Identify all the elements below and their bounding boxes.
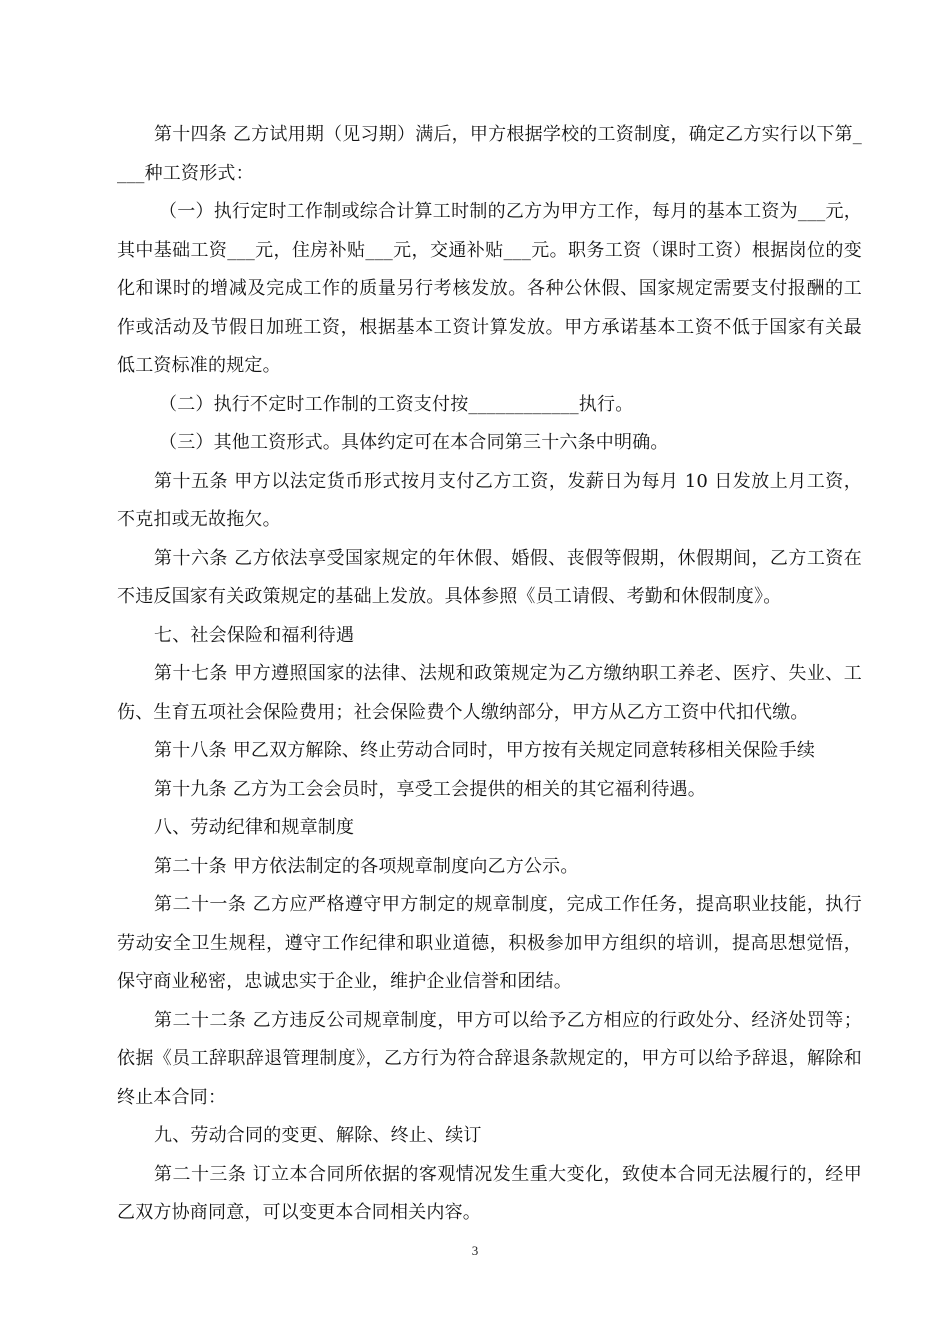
article-21: 第二十一条 乙方应严格遵守甲方制定的规章制度，完成工作任务，提高职业技能，执行劳动安全卫生规程，遵守工作纪律和职业道德，积极参加甲方组织的培训，提高思想觉悟，保守商业秘密，忠诚忠实于企业，维护企业信誉和团结。 [117,894,862,992]
article-16: 第十六条 乙方依法享受国家规定的年休假、婚假、丧假等假期，休假期间，乙方工资在不违反国家有关政策规定的基础上发放。具体参照《员工请假、考勤和休假制度》。 [117,547,862,607]
article-14: 第十四条 乙方试用期（见习期）满后，甲方根据学校的工资制度，确定乙方实行以下第____种工资形式： [117,124,862,184]
wage-form-3: （三）其他工资形式。具体约定可在本合同第三十六条中明确。 [159,432,669,453]
article-20: 第二十条 甲方依法制定的各项规章制度向乙方公示。 [154,855,579,877]
wage-form-2: （二）执行不定时工作制的工资支付按____________执行。 [159,393,634,415]
section-heading-8: 八、劳动纪律和规章制度 [154,817,355,838]
article-19: 第十九条 乙方为工会会员时，享受工会提供的相关的其它福利待遇。 [154,778,706,800]
article-23: 第二十三条 订立本合同所依据的客观情况发生重大变化，致使本合同无法履行的，经甲乙双方协商同意，可以变更本合同相关内容。 [117,1163,862,1223]
wage-form-1: （一）执行定时工作制或综合计算工时制的乙方为甲方工作，每月的基本工资为___元，其中基础工资___元，住房补贴___元，交通补贴___元。职务工资（课时工资）根据岗位的变化和课时的增减及完成工作的质量另行考核发放。各种公休假、国家规定需要支付报酬的工作或活动及节假日加班工资，根据基本工资计算发放。甲方承诺基本工资不低于国家有关最低工资标准的规定。 [117,201,862,376]
article-22: 第二十二条 乙方违反公司规章制度，甲方可以给予乙方相应的行政处分、经济处罚等；依据《员工辞职辞退管理制度》，乙方行为符合辞退条款规定的，甲方可以给予辞退，解除和终止本合同： [117,1009,862,1108]
document-body [117,116,862,1233]
article-18: 第十八条 甲乙双方解除、终止劳动合同时，甲方按有关规定同意转移相关保险手续 [154,740,816,761]
article-17: 第十七条 甲方遵照国家的法律、法规和政策规定为乙方缴纳职工养老、医疗、失业、工伤、生育五项社会保险费用；社会保险费个人缴纳部分，甲方从乙方工资中代扣代缴。 [117,663,862,723]
page-number: 3 [471,1243,479,1258]
article-15: 第十五条 甲方以法定货币形式按月支付乙方工资，发薪日为每月 10 日发放上月工资，不克扣或无故拖欠。 [117,470,862,530]
section-heading-7: 七、社会保险和福利待遇 [154,624,355,646]
section-heading-9: 九、劳动合同的变更、解除、终止、续订 [154,1125,482,1146]
